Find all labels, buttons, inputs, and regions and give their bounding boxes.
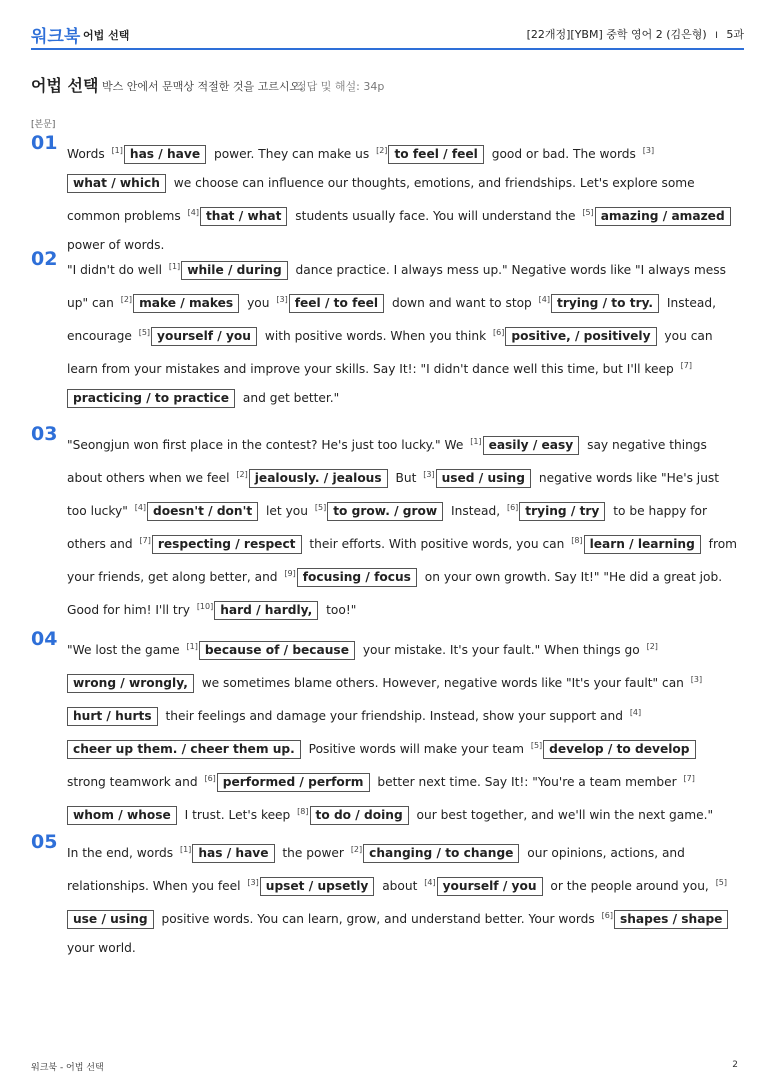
header-separator: I [715, 31, 718, 41]
passage-segment: dance practice. I always mess up." Negative words like "I always mess up" can [67, 263, 726, 310]
passage-text [67, 835, 738, 963]
blank-number: [3] [276, 295, 288, 304]
choice-box[interactable]: trying / to try. [551, 294, 659, 313]
blank-number: [7] [683, 774, 695, 783]
passage-segment: to be happy for others and [67, 504, 707, 551]
blank-number: [7] [680, 361, 692, 370]
page-number: 2 [732, 1060, 738, 1070]
passage-text [67, 252, 738, 413]
passage-segment: Words [67, 147, 109, 161]
passage-segment: from your friends, get along better, and [67, 537, 738, 584]
passage-text [67, 427, 738, 625]
blank-number: [4] [424, 878, 436, 887]
passage-segment: negative words like "He's just too lucky" [67, 471, 720, 518]
blank-number: [5] [138, 328, 151, 337]
choice-box[interactable]: focusing / focus [297, 568, 417, 587]
passage-text [67, 632, 738, 830]
blank-number: [5] [530, 741, 543, 750]
choice-box[interactable]: hard / hardly, [214, 601, 318, 620]
blank-number: [6] [506, 503, 519, 512]
blank-number: [5] [314, 503, 327, 512]
blank-number: [1] [179, 845, 192, 854]
passage-section [31, 831, 738, 963]
blank-number: [4] [187, 208, 199, 217]
section-number: 01 [31, 132, 58, 154]
choice-box[interactable]: has / have [192, 844, 274, 863]
passage-segment: we sometimes blame others. However, negative words like "It's your fault" can [197, 676, 688, 690]
passage-segment: our best together, and we'll win the next game." [412, 808, 714, 822]
instructions: 박스 안에서 문맥상 적절한 것을 고르시오. [102, 80, 304, 93]
blank-number: [6] [493, 328, 505, 337]
passage-segment: power. They can make us [210, 147, 374, 161]
passage-segment: students usually face. You will understand the [291, 209, 580, 223]
blank-number: [3] [690, 675, 703, 684]
section-number: 03 [31, 423, 58, 445]
passage-segment: our opinions, actions, and relationships. When you feel [67, 846, 685, 893]
blank-number: [3] [247, 878, 259, 887]
choice-box[interactable]: make / makes [133, 294, 239, 313]
passage-segment: "I didn't do well [67, 263, 166, 277]
passage-segment: or the people around you, [546, 879, 713, 893]
passage-segment: Instead, [447, 504, 504, 518]
choice-box[interactable]: wrong / wrongly, [67, 674, 194, 693]
choice-box[interactable]: that / what [200, 207, 287, 226]
choice-box[interactable]: feel / to feel [289, 294, 384, 313]
choice-box[interactable]: doesn't / don't [147, 502, 258, 521]
blank-number: [4] [629, 708, 642, 717]
passage-segment: In the end, words [67, 846, 177, 860]
choice-box[interactable]: easily / easy [483, 436, 580, 455]
choice-box[interactable]: what / which [67, 174, 166, 193]
blank-number: [4] [538, 295, 551, 304]
passage-section [31, 423, 738, 625]
choice-box[interactable]: because of / because [199, 641, 355, 660]
section-number: 05 [31, 831, 58, 853]
choice-box[interactable]: practicing / to practice [67, 389, 235, 408]
passage-segment: down and want to stop [388, 296, 536, 310]
choice-box[interactable]: used / using [436, 469, 531, 488]
brand-title: 워크북 [31, 27, 81, 47]
choice-box[interactable]: amazing / amazed [595, 207, 731, 226]
passage-segment: with positive words. When you think [260, 329, 491, 343]
passage-segment: about [378, 879, 422, 893]
passage-segment: the power [278, 846, 348, 860]
choice-box[interactable]: has / have [124, 145, 206, 164]
choice-box[interactable]: upset / upsetly [260, 877, 375, 896]
choice-box[interactable]: cheer up them. / cheer them up. [67, 740, 301, 759]
section-number: 02 [31, 248, 58, 270]
choice-box[interactable]: develop / to develop [543, 740, 695, 759]
blank-number: [1] [168, 262, 181, 271]
passage-text [67, 136, 738, 260]
choice-box[interactable]: whom / whose [67, 806, 177, 825]
passage-segment: let you [262, 504, 312, 518]
passage-segment: your mistake. It's your fault." When things go [358, 643, 644, 657]
choice-box[interactable]: to grow. / grow [327, 502, 443, 521]
blank-number: [2] [236, 470, 248, 479]
choice-box[interactable]: to feel / feel [388, 145, 483, 164]
choice-box[interactable]: shapes / shape [614, 910, 728, 929]
passage-section [31, 248, 738, 413]
blank-number: [5] [715, 878, 728, 887]
passage-segment: you can learn from your mistakes and improve your skills. Say It!: "I didn't dance well this time, but I'll keep [67, 329, 713, 376]
passage-section [31, 132, 738, 260]
brand-subtitle: 어법 선택 [83, 29, 130, 42]
blank-number: [9] [284, 569, 296, 578]
passage-segment: I trust. Let's keep [180, 808, 295, 822]
passage-segment: too!" [322, 603, 357, 617]
blank-number: [10] [196, 602, 214, 611]
book-info [527, 26, 744, 42]
blank-number: [2] [120, 295, 133, 304]
passage-segment: Positive words will make your team [304, 742, 528, 756]
passage-segment: better next time. Say It!: "You're a team member [373, 775, 681, 789]
blank-number: [3] [423, 470, 435, 479]
passage-segment: positive words. You can learn, grow, and understand better. Your words [157, 912, 599, 926]
answer-reference: 정답 및 해설: 34p [296, 80, 385, 93]
blank-number: [6] [601, 911, 613, 920]
passage-segment: say negative things about others when we feel [67, 438, 707, 485]
passage-segment: good or bad. The words [487, 147, 640, 161]
choice-box[interactable]: to do / doing [310, 806, 409, 825]
book-title: [22개정][YBM] 중학 영어 2 (김은형) [526, 28, 707, 41]
blank-number: [1] [470, 437, 482, 446]
choice-box[interactable]: learn / learning [584, 535, 701, 554]
passage-segment: you [243, 296, 274, 310]
choice-box[interactable]: changing / to change [363, 844, 519, 863]
page-title: 어법 선택 [31, 76, 99, 95]
choice-box[interactable]: performed / perform [217, 773, 370, 792]
blank-number: [1] [186, 642, 198, 651]
passage-segment: their efforts. With positive words, you can [305, 537, 569, 551]
choice-box[interactable]: hurt / hurts [67, 707, 158, 726]
passage-segment: But [391, 471, 421, 485]
blank-number: [4] [134, 503, 147, 512]
passage-segment: Instead, encourage [67, 296, 716, 343]
choice-box[interactable]: use / using [67, 910, 154, 929]
blank-number: [1] [111, 146, 123, 155]
section-number: 04 [31, 628, 58, 650]
passage-segment: power of words. [67, 238, 165, 252]
blank-number: [2] [350, 845, 363, 854]
blank-number: [5] [582, 208, 594, 217]
choice-box[interactable]: trying / try [519, 502, 605, 521]
blank-number: [8] [571, 536, 583, 545]
passage-segment: your world. [67, 941, 136, 955]
page-header [31, 0, 744, 50]
lesson-label: 5과 [726, 28, 744, 41]
choice-box[interactable]: jealously. / jealous [249, 469, 388, 488]
blank-number: [8] [297, 807, 309, 816]
passage-segment: we choose can influence our thoughts, emotions, and friendships. Let's explore some common problems [67, 176, 695, 223]
blank-number: [7] [139, 536, 151, 545]
blank-number: [3] [642, 146, 655, 155]
passage-segment: "We lost the game [67, 643, 184, 657]
passage-segment: and get better." [239, 391, 340, 405]
blank-number: [2] [376, 146, 388, 155]
passage-segment: strong teamwork and [67, 775, 202, 789]
choice-box[interactable]: respecting / respect [152, 535, 302, 554]
choice-box[interactable]: yourself / you [151, 327, 257, 346]
passage-segment: on your own growth. Say It!" "He did a great job. Good for him! I'll try [67, 570, 723, 617]
blank-number: [6] [204, 774, 216, 783]
passage-segment: "Seongjun won first place in the contest? He's just too lucky." We [67, 438, 468, 452]
choice-box[interactable]: while / during [181, 261, 287, 280]
passage-segment: their feelings and damage your friendship. Instead, show your support and [161, 709, 627, 723]
section-tag: [본문] [31, 120, 56, 130]
choice-box[interactable]: yourself / you [437, 877, 543, 896]
choice-box[interactable]: positive, / positively [505, 327, 656, 346]
passage-section [31, 628, 738, 830]
blank-number: [2] [646, 642, 658, 651]
footer-label: 워크북 - 어법 선택 [31, 1063, 104, 1073]
